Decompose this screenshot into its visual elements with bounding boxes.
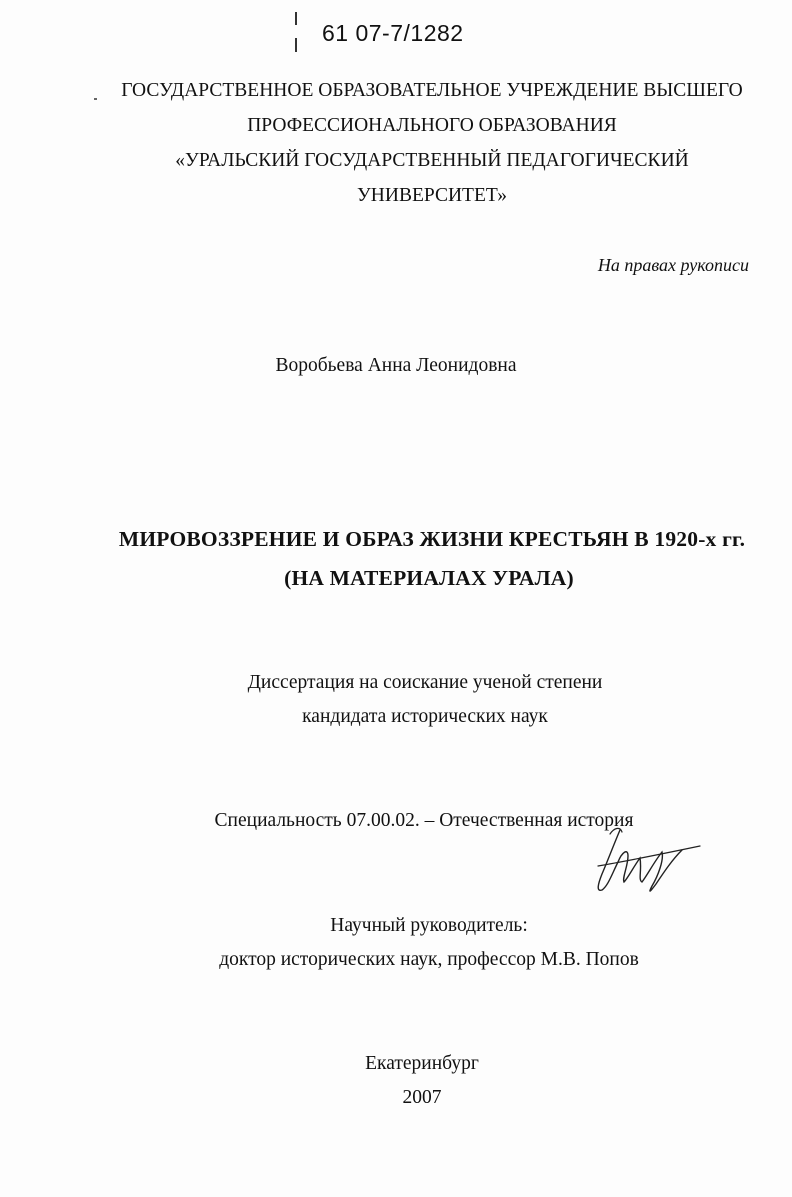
dissertation-title-line-1: МИРОВОЗЗРЕНИЕ И ОБРАЗ ЖИЗНИ КРЕСТЬЯН В 1920-х гг. bbox=[118, 527, 746, 551]
signature-image bbox=[592, 822, 704, 896]
author-name: Воробьева Анна Леонидовна bbox=[275, 355, 517, 376]
degree-line-1: Диссертация на соискание ученой степени bbox=[247, 672, 603, 693]
institution-line-4: УНИВЕРСИТЕТ» bbox=[356, 185, 508, 206]
institution-line-1: ГОСУДАРСТВЕННОЕ ОБРАЗОВАТЕЛЬНОЕ УЧРЕЖДЕНИЕ ВЫСШЕГО bbox=[121, 80, 743, 101]
signature-underline-stroke bbox=[598, 846, 700, 866]
degree-line-2: кандидата исторических наук bbox=[302, 706, 548, 727]
signature-stroke bbox=[598, 830, 682, 891]
institution-line-3: «УРАЛЬСКИЙ ГОСУДАРСТВЕННЫЙ ПЕДАГОГИЧЕСКИЙ bbox=[175, 150, 689, 171]
manuscript-rights-note: На правах рукописи bbox=[597, 255, 749, 275]
year: 2007 bbox=[402, 1087, 442, 1108]
catalog-code: 61 07-7/1282 bbox=[322, 20, 464, 46]
specialty: Специальность 07.00.02. – Отечественная история bbox=[214, 810, 634, 831]
scan-mark bbox=[295, 38, 297, 52]
institution-line-2: ПРОФЕССИОНАЛЬНОГО ОБРАЗОВАНИЯ bbox=[247, 115, 617, 136]
supervisor-label: Научный руководитель: bbox=[330, 915, 528, 936]
supervisor-name: доктор исторических наук, профессор М.В. Попов bbox=[219, 949, 639, 970]
scan-mark bbox=[295, 12, 297, 25]
city: Екатеринбург bbox=[365, 1053, 479, 1074]
dissertation-title-line-2: (НА МАТЕРИАЛАХ УРАЛА) bbox=[284, 566, 574, 590]
